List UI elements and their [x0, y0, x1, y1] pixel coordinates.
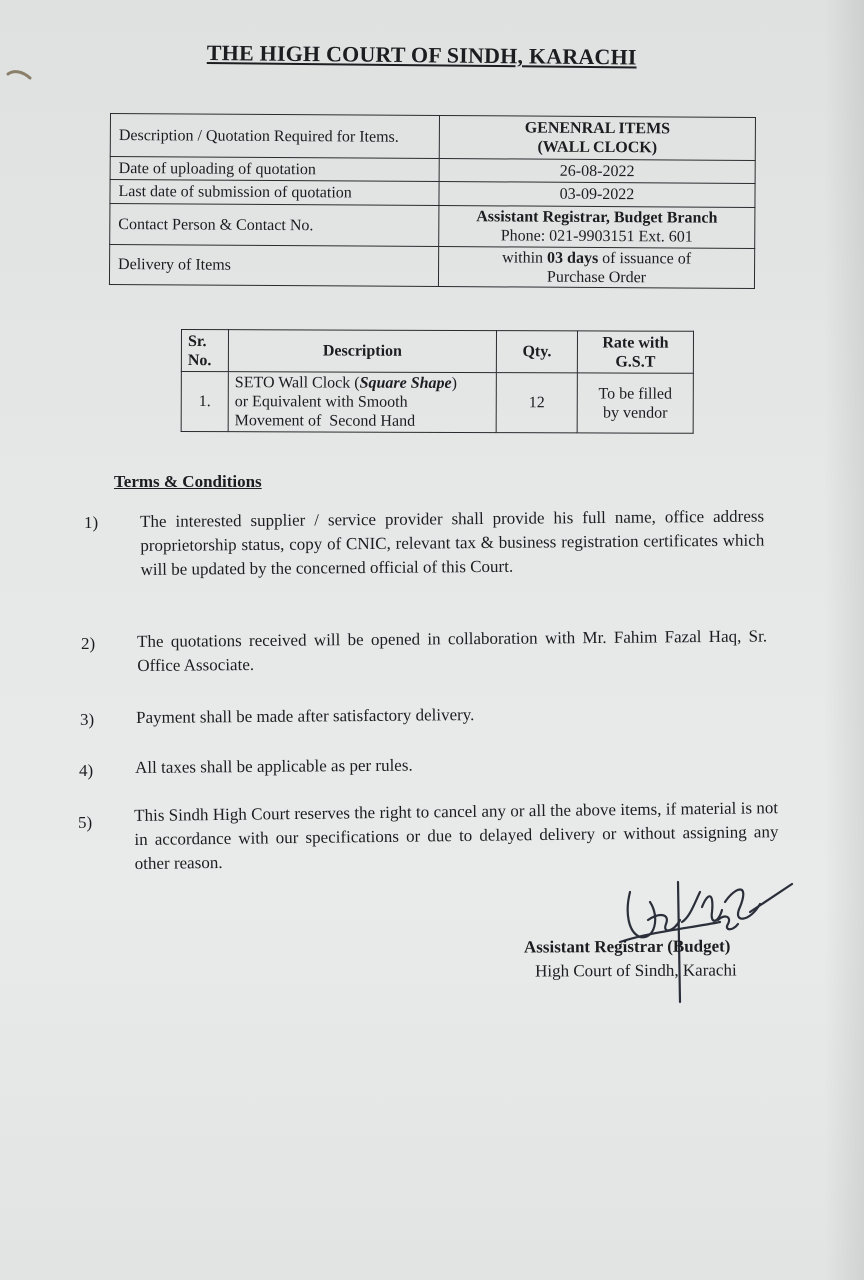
clause-text: The interested supplier / service provider shall provide his full name, office address proprietorship status, copy of CNIC, relevant tax & business registration certificates which will be updated by the concerned official of this Court.: [140, 506, 765, 579]
delivery-prefix: within: [502, 248, 548, 267]
description-emphasis: Square Shape: [359, 374, 452, 392]
clause-number: 4): [79, 761, 94, 780]
staple-mark: [6, 68, 32, 84]
col-header-sr: [181, 330, 228, 372]
info-label: Date of uploading of quotation: [110, 157, 439, 182]
info-value: [439, 206, 755, 249]
clause-text: The quotations received will be opened in collaboration with Mr. Fahim Fazal Haq, Sr. Office Associate.: [137, 626, 768, 675]
clause-number: 5): [78, 813, 93, 832]
clause-text: Payment shall be made after satisfactory delivery.: [136, 705, 475, 727]
page-edge-shadow: [824, 0, 864, 1280]
clause-number: 3): [80, 710, 95, 729]
info-value-line: [447, 248, 746, 269]
clause-text: This Sindh High Court reserves the right to cancel any or all the above items, if material is not in accordance with our specifications or due to delayed delivery or without assigning any other reason.: [134, 798, 779, 873]
rate-line: To be filled: [598, 384, 673, 403]
info-value: [439, 116, 755, 161]
info-value-line: Purchase Order: [546, 268, 647, 286]
signature-block: [524, 934, 737, 983]
info-row-contact: [110, 204, 755, 249]
rate-line: by vendor: [602, 403, 668, 422]
table-row: [181, 372, 693, 434]
info-label: Delivery of Items: [109, 245, 438, 287]
description-line: Movement of Second Hand: [234, 412, 416, 430]
col-header-rate-line: G.S.T: [615, 353, 656, 371]
terms-heading: Terms & Conditions: [114, 472, 262, 491]
col-header-sr-line: No.: [187, 351, 212, 369]
description-line: [235, 373, 490, 393]
info-value-line: (WALL CLOCK): [537, 138, 658, 157]
items-table: [181, 329, 694, 434]
clause-text: All taxes shall be applicable as per rules.: [135, 755, 413, 777]
cell-qty: 12: [496, 373, 577, 433]
delivery-days: 03 days: [547, 249, 599, 267]
info-value-line: Assistant Registrar, Budget Branch: [476, 208, 718, 227]
info-value: 26-08-2022: [439, 159, 755, 184]
cell-description: [228, 372, 496, 433]
info-label: Description / Quotation Required for Items.: [110, 114, 439, 159]
description-line: or Equivalent with Smooth: [234, 393, 408, 411]
cell-rate: [577, 373, 693, 433]
info-label: Contact Person & Contact No.: [110, 204, 439, 247]
clause-number: 1): [84, 513, 99, 532]
col-header-description: Description: [228, 330, 496, 373]
col-header-rate-line: Rate with: [602, 333, 669, 352]
cell-sr: 1.: [181, 372, 228, 432]
info-value-line: Phone: 021-9903151 Ext. 601: [500, 227, 693, 246]
clause-number: 2): [81, 634, 96, 653]
info-row-delivery: [109, 245, 754, 289]
quotation-info-table: [109, 113, 756, 289]
col-header-rate: [577, 331, 693, 373]
page-title: THE HIGH COURT OF SINDH, KARACHI: [206, 40, 637, 70]
description-text: ): [451, 374, 457, 392]
items-header-row: [181, 330, 693, 374]
col-header-sr-line: Sr.: [187, 332, 207, 350]
signatory-designation: Assistant Registrar (Budget): [523, 936, 731, 957]
info-label: Last date of submission of quotation: [110, 180, 439, 206]
info-row-description: [110, 114, 755, 161]
info-value: 03-09-2022: [439, 182, 755, 208]
info-value: [438, 247, 754, 289]
signatory-office: High Court of Sindh, Karachi: [535, 960, 737, 981]
col-header-qty: Qty.: [496, 331, 577, 373]
info-value-line: GENENRAL ITEMS: [524, 119, 671, 138]
delivery-suffix: of issuance of: [598, 249, 692, 268]
description-text: SETO Wall Clock (: [234, 374, 360, 392]
